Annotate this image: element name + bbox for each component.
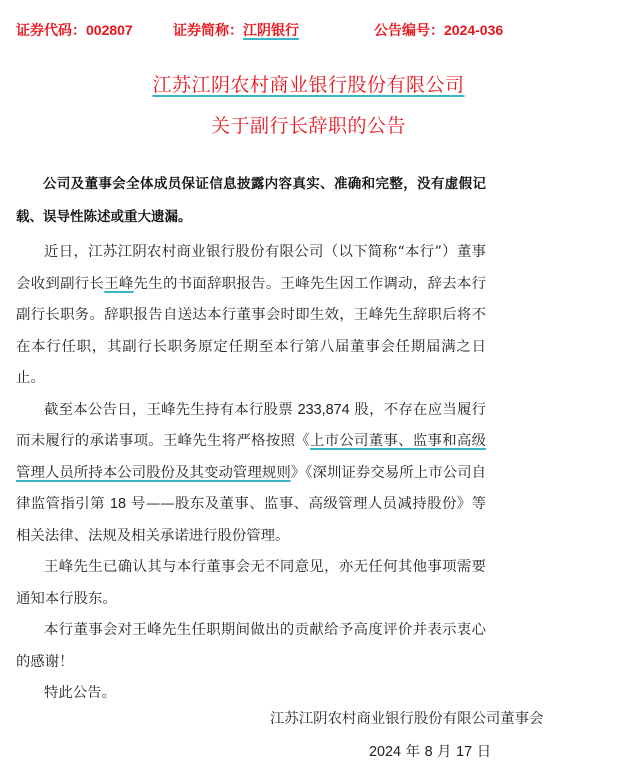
person-name-link[interactable]: 王峰 (104, 275, 134, 292)
announcement-number-value: 2024-036 (444, 22, 504, 38)
regulation-link[interactable]: 上市公司董事、监事和高级管理人员所持本公司股份及其变动管理规则 (16, 433, 486, 481)
paragraph-resignation (16, 237, 486, 395)
paragraph-closing: 特此公告。 (44, 685, 116, 701)
paragraph-text: 截至本公告日，王峰先生持有本行股票 (44, 401, 298, 418)
security-code-value: 002807 (86, 22, 133, 38)
announcement-subject: 关于副行长辞职的公告 (210, 115, 406, 137)
security-code (16, 20, 133, 40)
date-month: 8 (424, 744, 433, 760)
paragraph-text: 先生的书面辞职报告。王峰先生因工作调动，辞去本行副行长职务。辞职报告自送达本行董事会时即生效，王峰先生辞职后将不在本行任职，其副行长职务原定任期至本行第八届董事会任期届满之日止。 (16, 275, 486, 386)
paragraph-text: 近日，江苏江阴农村商业银行股份有限公司（以下简称“本行”）董事会收到副行长 (16, 244, 486, 292)
paragraph-confirmation: 王峰先生已确认其与本行董事会无不同意见，亦无任何其他事项需要通知本行股东。 (16, 559, 486, 607)
date-unit: 年 (401, 744, 425, 760)
security-abbreviation-link[interactable]: 江阴银行 (243, 23, 299, 39)
date-year: 2024 (369, 744, 402, 760)
announcement-body (16, 237, 486, 710)
company-title (0, 70, 617, 97)
date-unit: 日 (472, 744, 492, 760)
signature-organization: 江苏江阴农村商业银行股份有限公司董事会 (270, 711, 544, 727)
announcement-number (374, 20, 503, 40)
security-abbreviation-label: 证券简称： (173, 23, 243, 39)
share-count: 233,874 (297, 401, 350, 418)
paragraph-text: 号——股东及董事、监事、高级管理人员减持股份》等相关法律、法规及相关承诺进行股份管理。 (16, 496, 487, 544)
security-abbreviation (173, 20, 299, 40)
date-day: 17 (456, 744, 473, 760)
guideline-number: 18 (109, 496, 126, 512)
security-code-label: 证券代码： (16, 23, 86, 39)
paragraph-text: 股，不存在应当履行而未履行的承诺事项。王峰先生将严格按照《 (16, 401, 486, 449)
paragraph-text: 》《深圳证券交易所上市公司自律监管指引第 (16, 464, 486, 512)
date-unit: 月 (432, 744, 457, 760)
board-statement: 公司及董事会全体成员保证信息披露内容真实、准确和完整，没有虚假记载、误导性陈述或重大遗漏。 (16, 176, 486, 225)
signature-date (369, 740, 491, 761)
company-title-link[interactable]: 江苏江阴农村商业银行股份有限公司 (152, 74, 465, 96)
announcement-header (16, 20, 601, 42)
announcement-number-label: 公告编号： (374, 23, 444, 39)
paragraph-shareholding (16, 395, 486, 553)
paragraph-thanks: 本行董事会对王峰先生任职期间做出的贡献给予高度评价并表示衷心的感谢！ (16, 622, 486, 670)
